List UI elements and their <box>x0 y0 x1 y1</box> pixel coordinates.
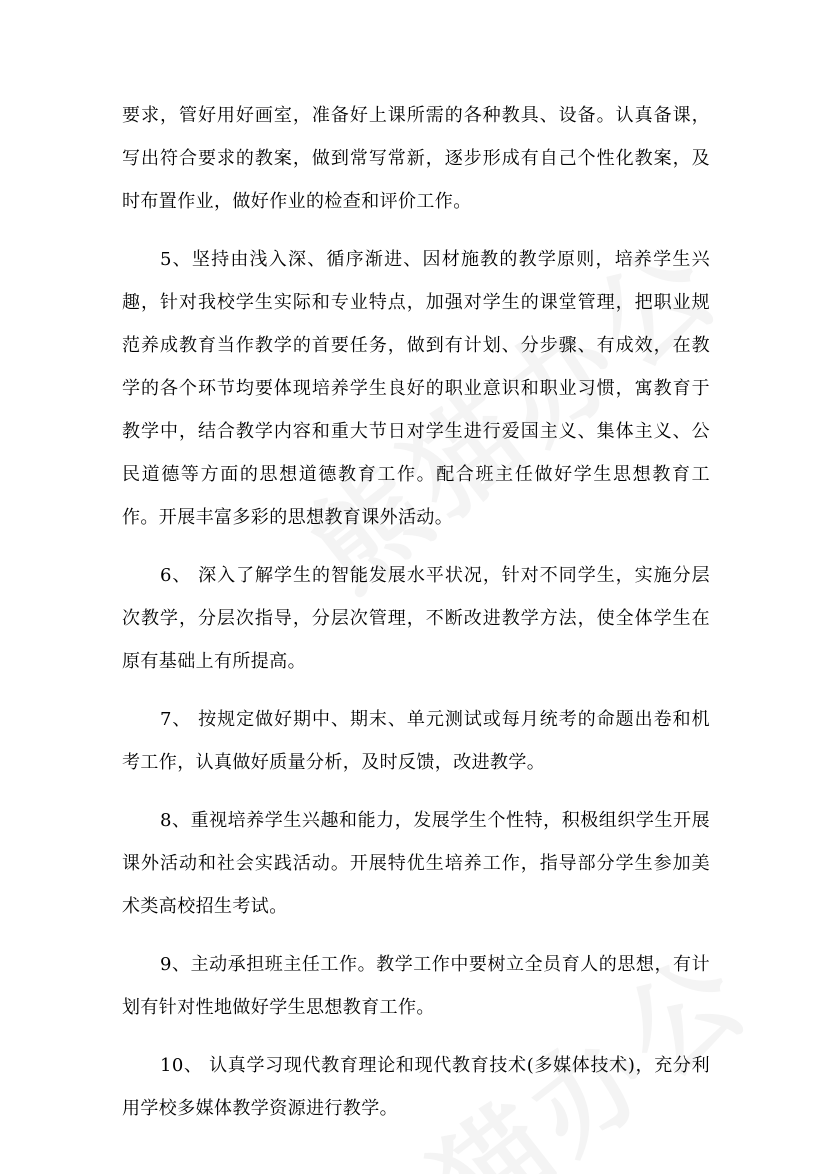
document-body <box>122 94 710 1145</box>
paragraph-item-6: 6、 深入了解学生的智能发展水平状况，针对不同学生，实施分层次教学，分层次指导，分层次管理，不断改进教学方法，使全体学生在原有基础上有所提高。 <box>122 565 710 672</box>
paragraph-item-7: 7、 按规定做好期中、期末、单元测试或每月统考的命题出卷和机考工作，认真做好质量分析，及时反馈，改进教学。 <box>122 709 710 773</box>
paragraph-continued: 要求，管好用好画室，准备好上课所需的各种教具、设备。认真备课，写出符合要求的教案，做到常写常新，逐步形成有自己个性化教案，及时布置作业，做好作业的检查和评价工作。 <box>122 105 710 212</box>
paragraph-item-5: 5、坚持由浅入深、循序渐进、因材施教的教学原则，培养学生兴趣，针对我校学生实际和专业特点，加强对学生的课堂管理，把职业规范养成教育当作教学的首要任务，做到有计划、分步骤、有成效，在教学的各个环节均要体现培养学生良好的职业意识和职业习惯，寓教育于教学中，结合教学内容和重大节日对学生进行爱国主义、集体主义、公民道德等方面的思想道德教育工作。配合班主任做好学生思想教育工作。开展丰富多彩的思想教育课外活动。 <box>122 249 710 528</box>
paragraph-item-9: 9、主动承担班主任工作。教学工作中要树立全员育人的思想，有计划有针对性地做好学生思想教育工作。 <box>122 954 710 1018</box>
paragraph-item-10: 10、 认真学习现代教育理论和现代教育技术(多媒体技术)，充分利用学校多媒体教学资源进行教学。 <box>122 1055 710 1119</box>
paragraph-item-8: 8、重视培养学生兴趣和能力，发展学生个性特，积极组织学生开展课外活动和社会实践活动。开展特优生培养工作，指导部分学生参加美术类高校招生考试。 <box>122 810 710 917</box>
